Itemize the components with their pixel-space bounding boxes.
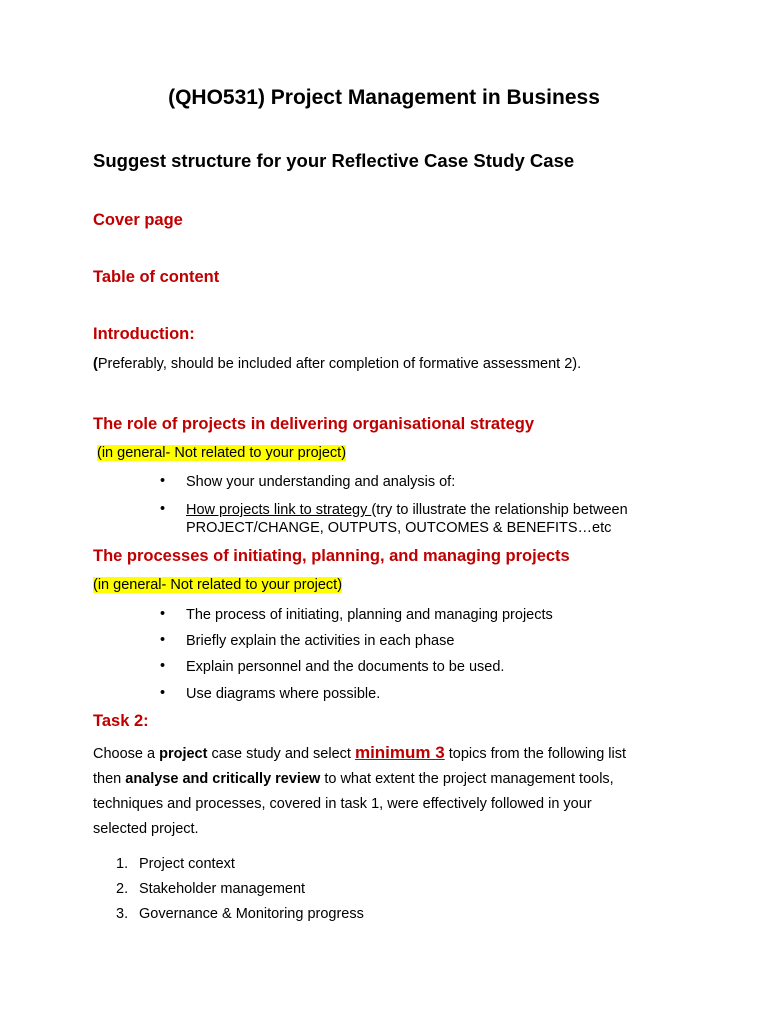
bullet-icon: •	[160, 501, 166, 517]
task2-text: case study and select	[207, 746, 355, 762]
heading-table-of-content: Table of content	[93, 268, 220, 286]
list-number: 1.	[116, 856, 129, 872]
task2-paragraph-line-1	[93, 743, 626, 763]
introduction-note-paren: (	[93, 356, 98, 372]
bullet-text: The process of initiating, planning and managing projects	[186, 607, 553, 623]
task2-minimum-emphasis: minimum 3	[354, 743, 445, 762]
list-text: Governance & Monitoring progress	[139, 906, 364, 922]
bullet-icon: •	[160, 658, 166, 674]
bullet-text-line2: PROJECT/CHANGE, OUTPUTS, OUTCOMES & BENEFITS…etc	[186, 520, 612, 536]
heading-introduction: Introduction:	[93, 325, 195, 343]
task2-text: to what extent the project management tools,	[320, 771, 614, 787]
list-number: 2.	[116, 881, 129, 897]
process-highlight-text: (in general- Not related to your project)	[93, 577, 343, 593]
list-text: Project context	[139, 856, 235, 872]
list-number: 3.	[116, 906, 129, 922]
heading-task-2: Task 2:	[93, 712, 149, 730]
role-highlight-text: (in general- Not related to your project)	[97, 445, 347, 461]
process-highlight-note	[93, 577, 342, 593]
heading-role-of-projects: The role of projects in delivering organisational strategy	[93, 415, 535, 433]
bullet-text: Show your understanding and analysis of:	[186, 474, 456, 490]
task2-text: then	[93, 771, 126, 787]
introduction-note-text: Preferably, should be included after completion of formative assessment 2).	[97, 356, 582, 372]
list-text: Stakeholder management	[139, 881, 306, 897]
document-title: (QHO531) Project Management in Business	[168, 86, 600, 109]
heading-processes: The processes of initiating, planning, and managing projects	[93, 547, 570, 565]
bullet-text: Use diagrams where possible.	[186, 686, 381, 702]
document-subtitle: Suggest structure for your Reflective Case Study Case	[93, 150, 575, 171]
bullet-text: Briefly explain the activities in each phase	[186, 633, 455, 649]
bullet-icon: •	[160, 685, 166, 701]
bullet-text-rest: (try to illustrate the relationship between	[371, 502, 628, 518]
role-highlight-note	[97, 445, 346, 461]
task2-text: topics from the following list	[444, 746, 627, 762]
task2-text: Choose a	[93, 746, 160, 762]
bullet-icon: •	[160, 632, 166, 648]
task2-bold-project: project	[159, 746, 208, 762]
bullet-text: Explain personnel and the documents to be used.	[186, 659, 505, 675]
introduction-note	[93, 356, 581, 372]
heading-cover-page: Cover page	[93, 211, 183, 229]
task2-bold-analyse: analyse and critically review	[125, 771, 321, 787]
bullet-icon: •	[160, 473, 166, 489]
strategy-link-text: How projects link to strategy	[186, 502, 372, 518]
task2-paragraph-line-3: techniques and processes, covered in task 1, were effectively followed in your	[93, 796, 592, 812]
task2-paragraph-line-2	[93, 771, 614, 787]
bullet-text	[186, 501, 628, 537]
bullet-icon: •	[160, 606, 166, 622]
task2-paragraph-line-4: selected project.	[93, 821, 199, 837]
